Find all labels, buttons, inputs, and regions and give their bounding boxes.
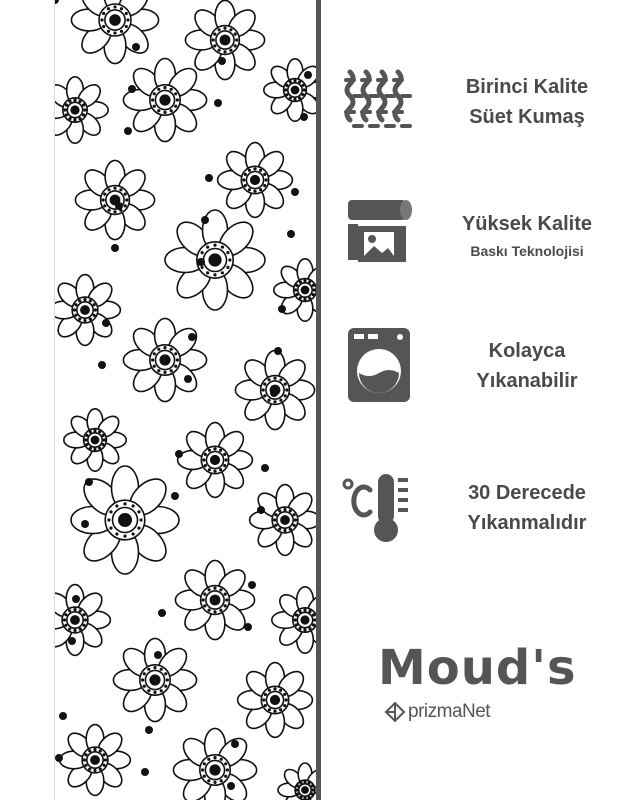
mandala-rug-image <box>54 0 317 800</box>
thermometer-celsius-icon <box>340 468 420 548</box>
fabric-weave-icon <box>340 62 420 142</box>
feature-easy-wash <box>340 326 630 406</box>
feature-wash-temperature <box>340 468 630 548</box>
feature-subtitle: Süet Kumaş <box>469 106 585 128</box>
feature-subtitle: Yıkanmalıdır <box>467 512 587 534</box>
print-roller-icon <box>340 196 420 276</box>
feature-title: Yüksek Kalite <box>461 213 593 235</box>
prizma-logo-icon <box>384 701 406 723</box>
vertical-divider <box>316 0 321 800</box>
feature-title: 30 Derecede <box>468 482 586 504</box>
brand-logo <box>370 640 577 730</box>
feature-fabric-quality <box>340 62 630 142</box>
feature-title: Kolayca <box>488 340 566 362</box>
brand-sub-logo <box>384 700 490 724</box>
washing-machine-icon <box>340 326 420 406</box>
brand-sub-text: prizmaNet <box>408 701 491 722</box>
feature-print-quality <box>340 196 630 276</box>
brand-name: Moud's <box>378 640 577 696</box>
feature-subtitle: Yıkanabilir <box>476 370 578 392</box>
feature-title: Birinci Kalite <box>465 76 589 98</box>
feature-subtitle: Baskı Teknolojisi <box>470 243 584 259</box>
